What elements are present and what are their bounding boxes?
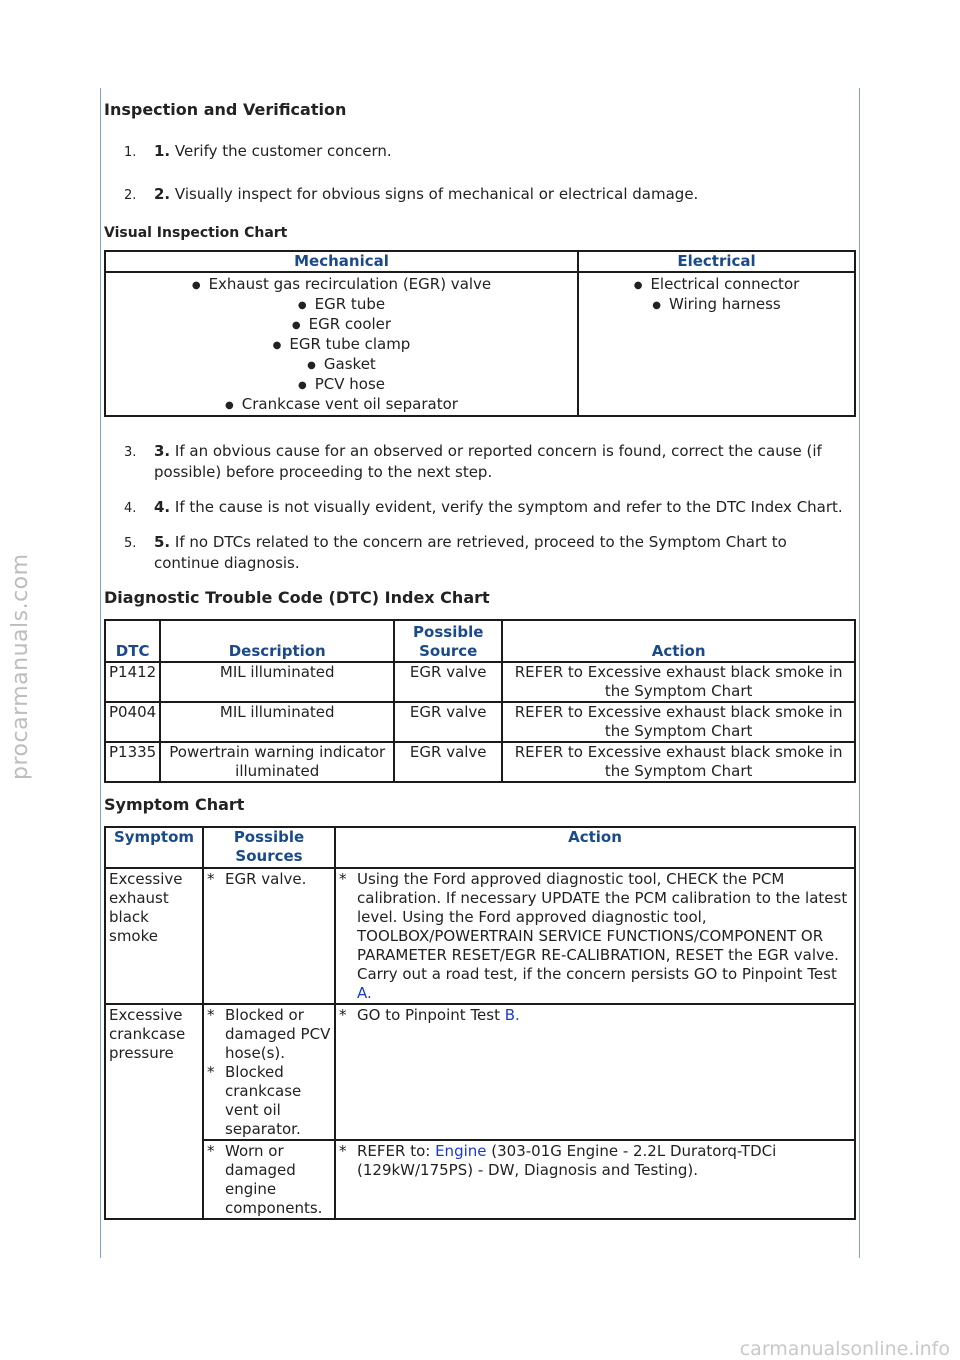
side-watermark: procarmanuals.com: [8, 553, 33, 780]
list-item: ● Wiring harness: [652, 295, 781, 313]
table-row: P1335 Powertrain warning indicator illuminated EGR valve REFER to Excessive exhaust black smoke in the Symptom Chart: [105, 742, 855, 782]
list-item: ● PCV hose: [297, 375, 385, 393]
list-item: ● EGR cooler: [291, 315, 392, 333]
col-electrical: Electrical: [578, 251, 855, 272]
list-item: ● EGR tube clamp: [272, 335, 411, 353]
engine-link[interactable]: Engine: [435, 1142, 487, 1160]
col-action: Action: [502, 620, 855, 662]
col-description: Description: [160, 620, 394, 662]
col-possible-sources: Possible Sources: [203, 827, 335, 868]
col-possible-source: Possible Source: [394, 620, 502, 662]
col-symptom: Symptom: [105, 827, 203, 868]
table-row: Excessive exhaust black smoke * EGR valve. * Using the Ford approved diagnostic tool, CHECK the PCM calibration. If necessary UPDATE the PCM calibration to the latest level. Using the Ford approved diagnostic tool, TOOLBOX/POWERTRAIN SERVICE FUNCTIONS/COMPONENT OR PARAMETER RESET/EGR RE-CALIBRATION, RESET the EGR valve. Carry out a road test, if the concern persists GO to Pinpoint Test A.: [105, 868, 855, 1004]
dtc-chart-title: Diagnostic Trouble Code (DTC) Index Chart: [104, 588, 490, 607]
step-2: 2. 2. Visually inspect for obvious signs of mechanical or electrical damage.: [124, 185, 699, 203]
step-1: 1. 1. Verify the customer concern.: [124, 142, 392, 160]
table-row: P0404 MIL illuminated EGR valve REFER to Excessive exhaust black smoke in the Symptom Chart: [105, 702, 855, 742]
section-heading: Inspection and Verification: [104, 100, 347, 119]
step-3: 3. 3. If an obvious cause for an observed or reported concern is found, correct the cause (if possible) before proceeding to the next step.: [124, 442, 822, 481]
footer-watermark: carmanualsonline.info: [739, 1338, 950, 1360]
symptom-chart-title: Symptom Chart: [104, 795, 245, 814]
mechanical-list: [109, 275, 574, 415]
electrical-list: [582, 275, 851, 315]
pinpoint-test-a-link[interactable]: A.: [357, 984, 372, 1002]
col-symptom-action: Action: [335, 827, 855, 868]
visual-chart-title: Visual Inspection Chart: [104, 225, 288, 241]
table-row: Excessive crankcase pressure * Blocked or damaged PCV hose(s). * Blocked crankcase vent oil separator. * GO to Pinpoint Test B.: [105, 1004, 855, 1140]
list-item: ● Gasket: [307, 355, 376, 373]
list-item: ● EGR tube: [297, 295, 386, 313]
visual-inspection-table: [104, 250, 856, 417]
col-dtc: DTC: [105, 620, 160, 662]
pinpoint-test-b-link[interactable]: B.: [504, 1006, 520, 1024]
col-mechanical: Mechanical: [105, 251, 578, 272]
document-body: [104, 100, 856, 1220]
left-rule: [100, 88, 101, 1258]
list-item: ● Exhaust gas recirculation (EGR) valve: [191, 275, 492, 293]
step-4: 4. 4. If the cause is not visually evident, verify the symptom and refer to the DTC Index Chart.: [124, 498, 843, 516]
list-item: ● Crankcase vent oil separator: [225, 395, 458, 413]
table-row: * Worn or damaged engine components. * REFER to: Engine (303-01G Engine - 2.2L Duratorq-TDCi (129kW/175PS) - DW, Diagnosis and Testing).: [105, 1140, 855, 1219]
step-5: 5. 5. If no DTCs related to the concern are retrieved, proceed to the Symptom Chart to continue diagnosis.: [124, 533, 787, 572]
dtc-index-table: [104, 619, 856, 783]
list-item: ● Electrical connector: [633, 275, 800, 293]
right-rule: [859, 88, 860, 1258]
table-row: P1412 MIL illuminated EGR valve REFER to Excessive exhaust black smoke in the Symptom Chart: [105, 662, 855, 702]
symptom-table: [104, 826, 856, 1220]
